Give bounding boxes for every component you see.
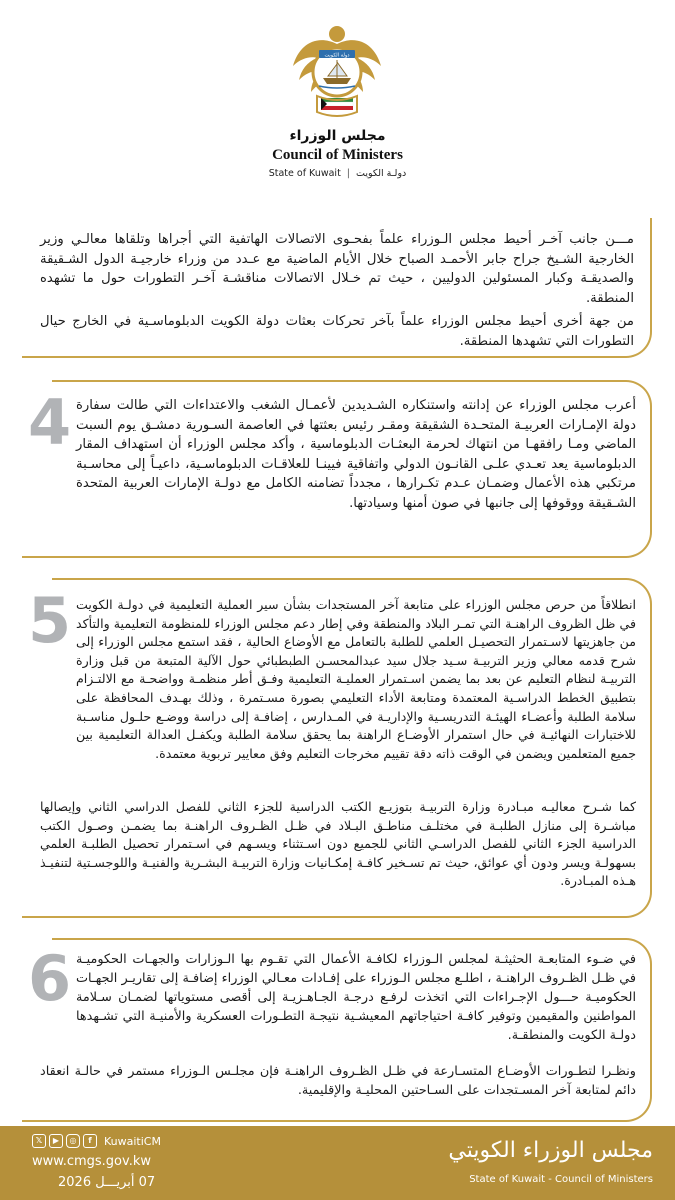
section-paragraph: مـــن جانب آخـر أحيط مجلس الـوزراء علماً بفحـوى الاتصالات الهاتفية التي أجراها وتلقاها معالـي وزير الخارجية الشـيخ جراح جابر الأحمـد الصباح خلال الأيام الماضية مع عـدد من وزراء خارجيـة الدول الشـقيقة والصديقـة وكبار المسئولين الدوليين ، حيث تم خـلال الاتصالات مناقشـة آخـر التطورات حول ما تشهده المنطقة. — [40, 232, 634, 306]
header-state-en: State of Kuwait — [268, 168, 341, 179]
header-title-ar: مجلس الوزراء — [289, 128, 386, 144]
section-paragraph: كما شـرح معاليـه مبـادرة وزارة التربيـة بتوزيـع الكتب الدراسية للجزء الثاني للفصل الدراسي الثاني وإيصالها مباشـرة إلى منازل الطلبـة في مختلـف مناطـق البـلاد في ظـل الظـروف الراهنـة بما يضمـن وصـول الكتب الدراسية الجزء الثاني للفصل الدراسـي الثاني للجميع دون اسـتثناء ويسـهم في اسـتمرار تحصيل الطلبـة العلمي بسهولـة ويسر ودون أي عوائق، حيث تم تسـخير كافـة إمكـانيات وزارة التربيـة البشـرية والفنيـة واللوجسـتية لتنفيـذ هـذه المبـادرة. — [40, 799, 636, 889]
section-number: 4 — [28, 386, 72, 459]
page-footer — [0, 1126, 675, 1200]
section-number: 5 — [28, 584, 72, 657]
header-title-en: Council of Ministers — [272, 147, 403, 163]
header-subtitle: State of Kuwait | دولـة الكويت — [268, 168, 407, 179]
section-paragraph: من جهة أخرى أحيط مجلس الوزراء علماً بآخر تحركات بعثات دولة الكويت الدبلوماسـية في الخارج حيال التطورات التي تشهدها المنطقة. — [40, 314, 634, 349]
section-6 — [22, 938, 652, 1122]
footer-title-ar: مجلس الوزراء الكويتي — [448, 1138, 653, 1163]
footer-date: 07 أبريـــل 2026 — [58, 1175, 156, 1190]
section-paragraph: انطلاقاً من حرص مجلس الوزراء على متابعة آخر المستجدات بشأن سير العملية التعليمية في دولـة الكويت في ظل الظروف الراهنـة التي تمـر البلاد والمنطقة وفي إطار دعم مجلس الوزراء للمنظومة التعليمية والتأكد من جاهزيتها لاسـتمرار التحصيـل العلمي للطلبة بالتعامل مع الأوضاع الحالية ، فقد استمع مجلس الوزراء إلى شرح قدمه معالي وزير التربيـة سـيد جلال سيد عبدالمحسـن الطبطبائي حول الآلية المتبعة من قبل وزارة التربيـة لنظام التعليم عن بعد بما يضمن اسـتمرار العمليـة التعليمية وفـق أطر منظمـة وواضحـة مع الالتـزام بتطبيق الخطط الدراسـية المعتمدة ومتابعة الأداء التعليمي بصورة مسـتمرة ، وذلك بهـدف المحافظة على سلامة الطلبة وأعضـاء الهيئـة التدريسـية والإداريـة في المـدارس ، إضافـة إلى دراسة ووضـع حلـول مناسـبة للاختبارات النهائيـة في حال استمرار الأوضـاع الراهنة بما يحقق سلامة الطلبة ويكفـل العدالة التعليمية بين جميع المتعلمين ويضمن في الوقت ذاته دقة تقييم مخرجات التعليم وفق معايير تربوية معتمدة. — [76, 597, 636, 761]
section-paragraph: ونظـرا لتطـورات الأوضـاع المتسـارعة في ظـل الظـروف الراهنـة فإن مجلـس الـوزراء مستمر في حالـة انعقاد دائم لمتابعة آخر المسـتجدات على السـاحتين المحليـة والإقليمية. — [40, 1064, 636, 1098]
footer-handle[interactable]: KuwaitiCM — [104, 1134, 161, 1148]
footer-subtitle-en: State of Kuwait - Council of Ministers — [469, 1174, 653, 1185]
footer-website-link[interactable]: www.cmgs.gov.kw — [32, 1154, 151, 1169]
x-icon[interactable]: 𝕏 — [32, 1134, 46, 1148]
header-state-ar: دولـة الكويت — [356, 168, 407, 179]
youtube-icon[interactable]: ▶ — [49, 1134, 63, 1148]
page-header — [0, 0, 675, 200]
section-number: 6 — [28, 942, 72, 1015]
instagram-icon[interactable]: ◎ — [66, 1134, 80, 1148]
section-continued — [22, 218, 652, 358]
section-5 — [22, 578, 652, 918]
section-4 — [22, 380, 652, 558]
footer-social-links — [32, 1134, 161, 1148]
facebook-icon[interactable]: f — [83, 1134, 97, 1148]
section-paragraph: في ضـوء المتابعـة الحثيثـة لمجلس الـوزراء لكافـة الأعمال التي تقـوم بها الـوزارات والجهـات الحكوميـة في ظـل الظـروف الراهنـة ، اطلـع مجلس الـوزراء على إفـادات معـالي الوزراء إضافـة إلى تقاريـر الجهـات الحكوميـة حـــول الإجـراءات التي اتخذت لرفـع درجـة الجـاهـزيـة إلى أقصى مستوياتها لضمـان سـلامة المواطنين والمقيمين وتوفير كافـة احتياجاتهم المعيشـية نتيجـة التطـورات العسكرية والأمنيـة التي تشـهدها دولـة الكويت والمنطقـة. — [76, 952, 636, 1043]
emblem-banner-text: دولة الكويت — [324, 52, 350, 59]
section-paragraph: أعرب مجلس الوزراء عن إدانته واستنكاره الشـديدين لأعمـال الشغب والاعتداءات التي طالت سفارة دولة الإمـارات العربيـة المتحـدة الشقيقة ومقـر رئيس بعثتها في العاصمة السـورية دمشـق يوم السبت الماضي ومـا رافقهـا من انتهاك لحرمة البعثـات الدبلوماسية ، وأكد مجلس الوزراء أن استهداف المقار الدبلوماسية يعد تعـدي علـى القانـون الدولي واتفاقية فيينـا للعلاقـات الدبلوماسـية، داعيـاً إلى محاسـبة مرتكبي هذه الأعمال وضمـان عـدم تكـرارها ، مجدداً تضامنه الكامل مع دولـة الإمارات العربية المتحدة الشـقيقة ووقوفها إلى جانبها في صون أمنها وسيادتها. — [76, 398, 636, 511]
kuwait-emblem-icon — [287, 14, 387, 124]
